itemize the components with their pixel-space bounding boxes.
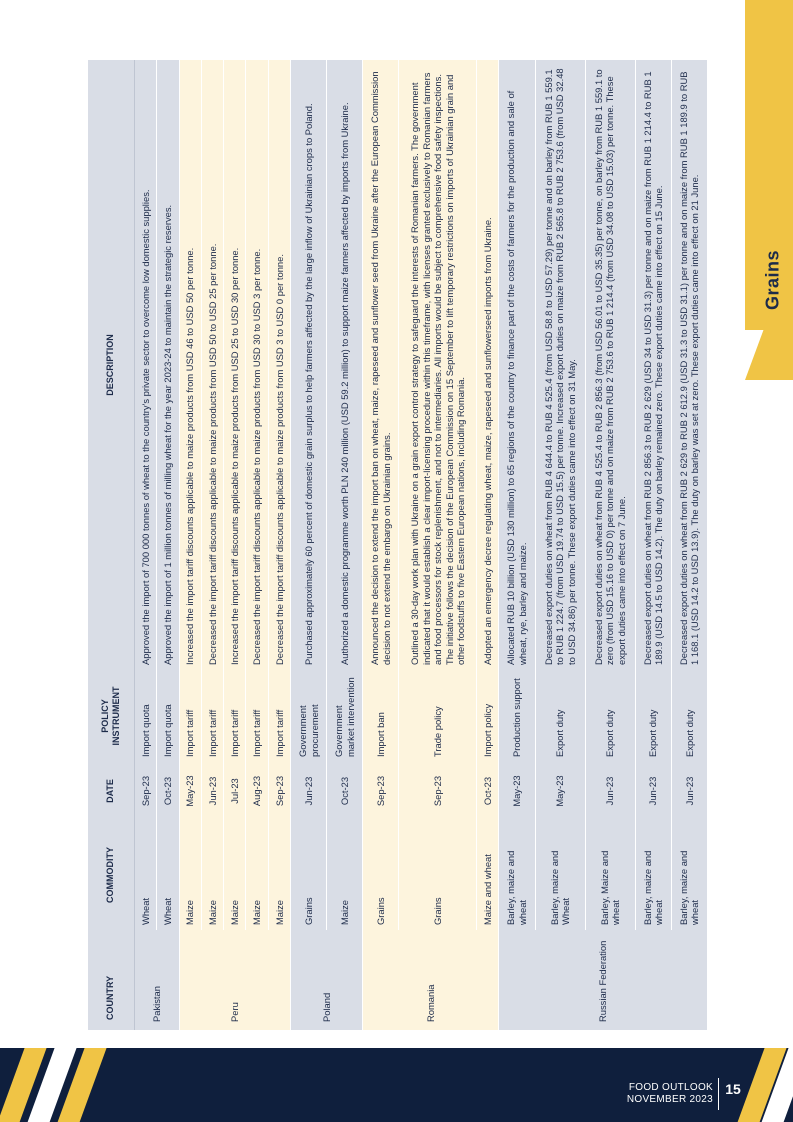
description-cell: Decreased the import tariff discounts applicable to maize products from USD 50 to USD 25 per tonne. <box>201 60 223 670</box>
table-row <box>477 60 499 1030</box>
date-cell: Oct-23 <box>157 762 179 820</box>
commodity-cell: Maize <box>179 820 201 930</box>
policy-cell: Import quota <box>135 670 157 762</box>
table-row <box>327 60 363 1030</box>
policy-cell: Export duty <box>635 670 671 762</box>
date-cell: Jun-23 <box>585 762 635 820</box>
country-cell: Peru <box>179 930 290 1030</box>
description-cell: Authorized a domestic programme worth PLN 240 million (USD 59.2 million) to support maize farmers affected by imports from Ukraine. <box>327 60 363 670</box>
commodity-cell: Grains <box>399 820 477 930</box>
header-date: DATE <box>88 762 135 820</box>
country-cell: Poland <box>290 930 362 1030</box>
commodity-cell: Maize and wheat <box>477 820 499 930</box>
description-cell: Purchased approximately 60 percent of domestic grain surplus to help farmers affected by the large inflow of Ukrainian crops to Poland. <box>290 60 326 670</box>
page-number: 15 <box>725 1081 741 1097</box>
table-row <box>179 60 201 1030</box>
commodity-cell: Wheat <box>157 820 179 930</box>
table-row <box>246 60 268 1030</box>
description-cell: Decreased export duties on wheat from RUB 4 644.4 to RUB 4 525.4 (from USD 58.8 to USD 57.29) per tonne and on barley from RUB 1 559.1 to RUB 1 224.7 (from USD 19.74 to USD 15.5) per tonne. Increased export duties on maize from RUB 2 565.8 to RUB 2 753.6 (from USD 32.48 to USD 34.86) per tonne. These export duties came into effect on 31 May. <box>535 60 585 670</box>
commodity-cell: Barley, maize and wheat <box>499 820 535 930</box>
date-cell: Oct-23 <box>327 762 363 820</box>
description-cell: Decreased the import tariff discounts applicable to maize products from USD 3 to USD 0 per tonne. <box>268 60 290 670</box>
policy-cell: Government procurement <box>290 670 326 762</box>
date-cell: Aug-23 <box>246 762 268 820</box>
footer-divider <box>718 1078 719 1110</box>
policy-cell: Government market intervention <box>327 670 363 762</box>
policy-cell: Import tariff <box>224 670 246 762</box>
commodity-cell: Maize <box>268 820 290 930</box>
policy-table <box>88 60 708 1030</box>
section-title <box>753 230 793 330</box>
date-cell: Jun-23 <box>201 762 223 820</box>
commodity-cell: Maize <box>246 820 268 930</box>
footer-date: NOVEMBER 2023 <box>626 1094 713 1105</box>
country-cell: Romania <box>363 930 499 1030</box>
description-cell: Approved the import of 1 million tonnes of milling wheat for the year 2023-24 to maintain the strategic reserves. <box>157 60 179 670</box>
description-cell: Outlined a 30-day work plan with Ukraine on a grain export control strategy to safeguard the interests of Romanian farmers. The government indicated that it would establish a clear import-licensing procedure within this timeframe, with licenses granted exclusively to Romanian farmers and food processors for stock replenishment, and not to intermediaries. All imports would be subject to comprehensive food safety inspections. The initiative follows the decision of the European Commission on 15 September to lift temporary restrictions on imports of Ukrainian grain and other foodstuffs to five Eastern European nations, including Romania. <box>399 60 477 670</box>
table-header-row <box>88 60 135 1030</box>
date-cell: May-23 <box>179 762 201 820</box>
commodity-cell: Maize <box>327 820 363 930</box>
policy-cell: Import ban <box>363 670 399 762</box>
policy-cell: Import tariff <box>268 670 290 762</box>
commodity-cell: Barley, maize and wheat <box>635 820 671 930</box>
date-cell: Jul-23 <box>224 762 246 820</box>
date-cell: Jun-23 <box>635 762 671 820</box>
date-cell: Jun-23 <box>671 762 707 820</box>
date-cell: Sep-23 <box>268 762 290 820</box>
section-title-text: Grains <box>762 249 783 311</box>
table-row <box>157 60 179 1030</box>
table-row <box>268 60 290 1030</box>
policy-cell: Production support <box>499 670 535 762</box>
table-row <box>499 60 535 1030</box>
country-cell: Russian Federation <box>499 930 708 1030</box>
commodity-cell: Barley, Maize and wheat <box>585 820 635 930</box>
table-row <box>135 60 157 1030</box>
policy-table-container <box>88 60 708 1030</box>
policy-cell: Export duty <box>671 670 707 762</box>
table-row <box>535 60 585 1030</box>
header-country: COUNTRY <box>88 930 135 1030</box>
date-cell: Sep-23 <box>363 762 399 820</box>
description-cell: Decreased export duties on wheat from RUB 2 629 to RUB 2 612.9 (USD 31.3 to USD 31.1) per tonne and on maize from RUB 1 189.9 to RUB 1 168.1 (USD 14.2 to USD 13.9). The duty on barley was set at zero. These export duties came into effect on 21 June. <box>671 60 707 670</box>
description-cell: Approved the import of 700 000 tonnes of wheat to the country's private sector to overcome low domestic supplies. <box>135 60 157 670</box>
policy-cell: Import tariff <box>179 670 201 762</box>
commodity-cell: Maize <box>224 820 246 930</box>
footer-title: FOOD OUTLOOK <box>628 1082 713 1093</box>
table-row <box>635 60 671 1030</box>
description-cell: Decreased export duties on wheat from RUB 4 525.4 to RUB 2 856.3 (from USD 56.01 to USD 35.35) per tonne, on barley from RUB 1 559.1 to zero (from USD 15.16 to USD 0) per tonne and on maize from RUB 2 753.6 to RUB 1 214.4 (from USD 34.08 to USD 15.03) per tonne. These export duties came into effect on 7 June. <box>585 60 635 670</box>
date-cell: May-23 <box>535 762 585 820</box>
table-row <box>585 60 635 1030</box>
table-row <box>224 60 246 1030</box>
policy-cell: Import tariff <box>201 670 223 762</box>
header-description: DESCRIPTION <box>88 60 135 670</box>
commodity-cell: Barley, maize and Wheat <box>535 820 585 930</box>
date-cell: Sep-23 <box>135 762 157 820</box>
policy-cell: Import policy <box>477 670 499 762</box>
table-row <box>290 60 326 1030</box>
commodity-cell: Barley, maize and wheat <box>671 820 707 930</box>
policy-cell: Import quota <box>157 670 179 762</box>
date-cell: Sep-23 <box>399 762 477 820</box>
date-cell: Jun-23 <box>290 762 326 820</box>
policy-cell: Export duty <box>535 670 585 762</box>
policy-cell: Export duty <box>585 670 635 762</box>
table-row <box>399 60 477 1030</box>
commodity-cell: Wheat <box>135 820 157 930</box>
header-commodity: COMMODITY <box>88 820 135 930</box>
policy-cell: Import tariff <box>246 670 268 762</box>
description-cell: Adopted an emergency decree regulating wheat, maize, rapeseed and sunflowerseed imports from Ukraine. <box>477 60 499 670</box>
description-cell: Allocated RUB 10 billion (USD 130 million) to 65 regions of the country to finance part of the costs of farmers for the production and sale of wheat, rye, barley and maize. <box>499 60 535 670</box>
description-cell: Announced the decision to extend the import ban on wheat, maize, rapeseed and sunflower seed from Ukraine after the European Commission decision to not extend the embargo on Ukrainian grains. <box>363 60 399 670</box>
table-row <box>671 60 707 1030</box>
top-margin <box>0 0 793 55</box>
table-row <box>201 60 223 1030</box>
country-cell: Pakistan <box>135 930 180 1030</box>
date-cell: May-23 <box>499 762 535 820</box>
policy-cell: Trade policy <box>399 670 477 762</box>
date-cell: Oct-23 <box>477 762 499 820</box>
description-cell: Increased the import tariff discounts applicable to maize products from USD 46 to USD 50 per tonne. <box>179 60 201 670</box>
description-cell: Decreased the import tariff discounts applicable to maize products from USD 30 to USD 3 per tonne. <box>246 60 268 670</box>
footer-publication <box>627 1082 713 1106</box>
header-policy-instrument: POLICY INSTRUMENT <box>88 670 135 762</box>
table-row <box>363 60 399 1030</box>
description-cell: Increased the import tariff discounts applicable to maize products from USD 25 to USD 30 per tonne. <box>224 60 246 670</box>
commodity-cell: Grains <box>363 820 399 930</box>
commodity-cell: Maize <box>201 820 223 930</box>
commodity-cell: Grains <box>290 820 326 930</box>
description-cell: Decreased export duties on wheat from RUB 2 856.3 to RUB 2 629 (USD 34 to USD 31.3) per tonne and on maize from RUB 1 214.4 to RUB 1 189.9 (USD 14.5 to USD 14.2). The duty on barley remained zero. These export duties came into effect on 15 June. <box>635 60 671 670</box>
